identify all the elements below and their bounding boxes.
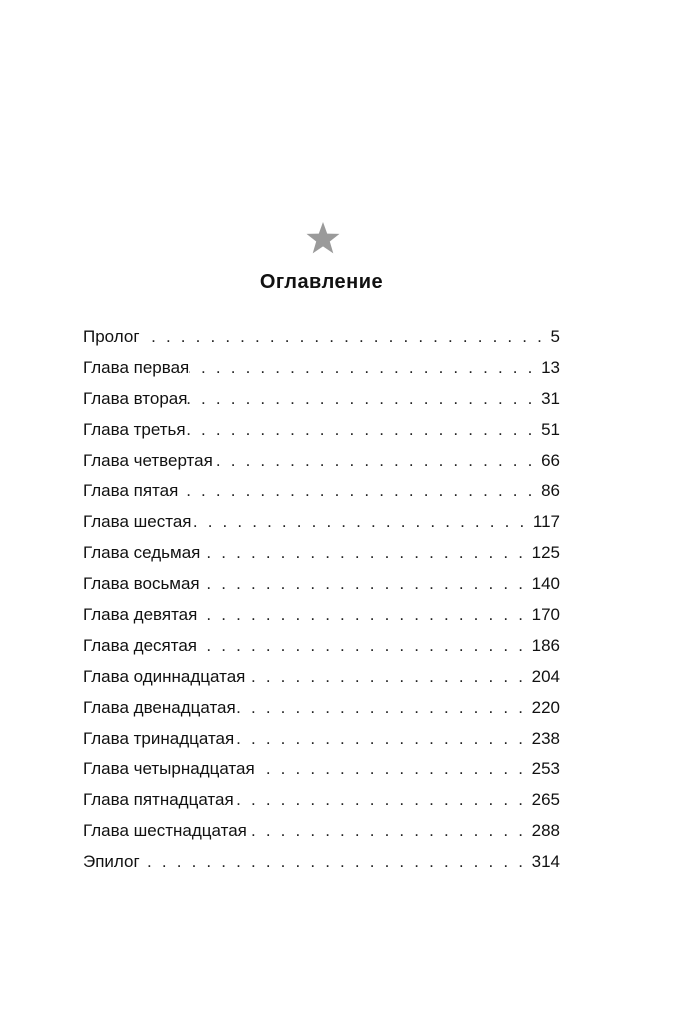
toc-entry-page: 140 [531,574,560,594]
toc-entry-label: Глава одиннадцатая [83,666,246,686]
page-title: Оглавление [259,271,384,293]
toc-entry[interactable] [83,451,560,482]
toc-entry-label: Глава шестая [83,512,192,532]
toc-entry[interactable] [83,729,560,760]
toc-entry-label: Глава двенадцатая [83,697,236,717]
toc-entry-page: 238 [531,728,560,748]
toc-entry-page: 66 [541,450,560,470]
dot-leader [192,512,533,532]
toc-entry-page: 314 [531,852,560,872]
toc-entry-label: Глава четвертая [83,450,213,470]
toc-entry-page: 204 [531,666,560,686]
toc-entry-label: Глава восьмая [83,574,200,594]
dot-leader [197,605,531,625]
toc-entry-label: Глава тринадцатая [83,728,235,748]
toc-entry-label: Глава вторая [83,388,188,408]
toc-entry-label: Глава девятая [83,605,198,625]
dot-leader [186,420,541,440]
toc-entry-label: Глава седьмая [83,543,201,563]
toc-entry[interactable] [83,389,560,420]
dot-leader [234,729,531,749]
toc-entry-page: 220 [531,697,560,717]
dot-leader [140,327,551,347]
dot-leader [255,759,532,779]
toc-entry[interactable] [83,420,560,451]
toc-entry[interactable] [83,698,560,729]
table-of-contents [83,327,560,883]
toc-entry-page: 51 [541,419,560,439]
toc-entry-page: 13 [541,357,560,377]
toc-entry-label: Эпилог [83,852,140,872]
toc-entry-page: 31 [541,388,560,408]
dot-leader [187,389,541,409]
toc-entry[interactable] [83,543,560,574]
dot-leader [140,852,532,872]
dot-leader [200,574,532,594]
dot-leader [178,481,541,501]
dot-leader [197,636,532,656]
dot-leader [247,821,532,841]
dot-leader [200,543,531,563]
toc-entry-page: 5 [550,327,560,346]
toc-entry-label: Глава первая [83,357,190,377]
toc-entry[interactable] [83,667,560,698]
toc-entry[interactable] [83,852,560,883]
toc-entry[interactable] [83,358,560,389]
toc-entry-page: 253 [531,759,560,779]
toc-entry-page: 86 [541,481,560,501]
dot-leader [236,698,532,718]
toc-entry-label: Глава пятая [83,481,179,501]
toc-entry[interactable] [83,636,560,667]
toc-entry-page: 186 [531,635,560,655]
toc-entry-label: Глава пятнадцатая [83,790,234,810]
toc-entry-page: 125 [531,543,560,563]
dot-leader [234,790,532,810]
toc-entry-label: Глава четырнадцатая [83,759,255,779]
toc-entry[interactable] [83,790,560,821]
toc-entry-page: 265 [531,790,560,810]
toc-entry-page: 117 [532,512,560,532]
toc-entry[interactable] [83,574,560,605]
toc-entry-page: 288 [531,821,560,841]
toc-entry-label: Глава шестнадцатая [83,821,247,841]
toc-entry[interactable] [83,481,560,512]
toc-entry[interactable] [83,512,560,543]
toc-entry-label: Пролог [83,327,140,346]
toc-entry-label: Глава десятая [83,635,197,655]
toc-entry[interactable] [83,759,560,790]
toc-entry[interactable] [83,327,560,358]
toc-entry[interactable] [83,605,560,636]
toc-entry-label: Глава третья [83,419,186,439]
dot-leader [189,358,541,378]
toc-entry-page: 170 [531,605,560,625]
toc-entry[interactable] [83,821,560,852]
star-icon [305,221,341,255]
dot-leader [213,451,541,471]
dot-leader [245,667,531,687]
